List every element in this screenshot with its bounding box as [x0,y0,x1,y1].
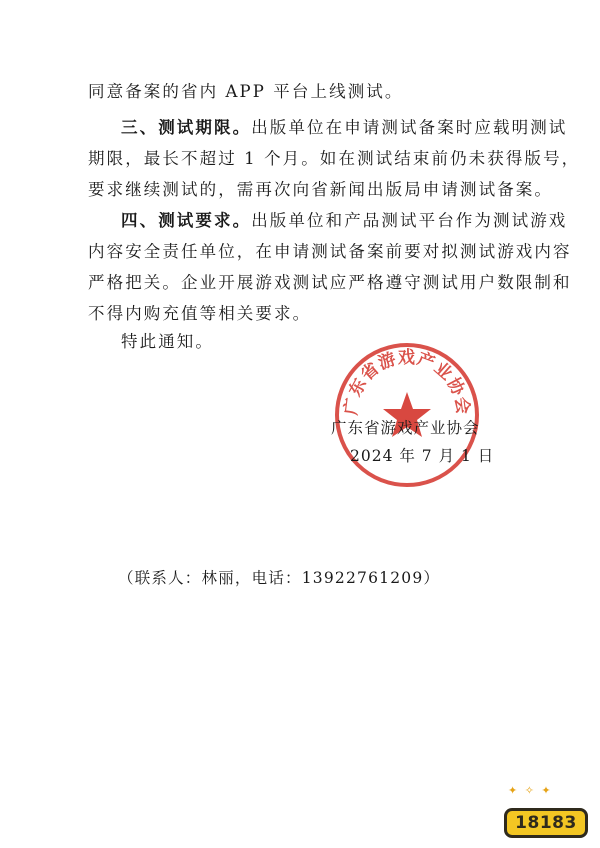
signature-date [350,444,494,466]
text-line: 出版单位在申请测试备案时应载明测试 [251,118,568,137]
contact-info [118,566,440,588]
section-3-heading: 三、测试期限。 [121,118,252,137]
official-seal [332,340,482,490]
section-4-line-1 [121,207,567,231]
text-line: 同意备案的省内 APP 平台上线测试。 [88,82,404,101]
text-line: 不得内购充值等相关要求。 [88,304,312,323]
site-watermark-logo [500,784,592,840]
closing-text: 特此通知。 [121,332,214,351]
section-3-line-3 [88,176,553,200]
text-line: 期限，最长不超过 1 个月。如在测试结束前仍未获得版号， [88,149,581,168]
decoration-icon: ✦ ✧ ✦ [508,784,553,797]
organization-name: 广东省游戏产业协会 [331,419,480,437]
watermark-text: 18183 [504,808,588,838]
section-3-line-2 [88,145,580,169]
seal-text: 广东省游戏产业协会 [341,347,473,417]
text-line: 严格把关。企业开展游戏测试应严格遵守测试用户数限制和 [88,273,572,292]
text-line: 内容安全责任单位，在申请测试备案前要对拟测试游戏内容 [88,242,572,261]
paragraph-continuation [88,78,404,102]
contact-text: （联系人：林丽，电话：13922761209） [118,569,441,587]
section-4-line-3 [88,269,572,293]
signature-organization [331,416,480,438]
section-3-line-1 [121,114,567,138]
text-line: 要求继续测试的，需再次向省新闻出版局申请测试备案。 [88,180,553,199]
closing-line [121,328,214,352]
section-4-line-2 [88,238,572,262]
section-4-line-4 [88,300,311,324]
section-4-heading: 四、测试要求。 [121,211,252,230]
date-text: 2024 年 7 月 1 日 [350,447,495,465]
text-line: 出版单位和产品测试平台作为测试游戏 [251,211,568,230]
